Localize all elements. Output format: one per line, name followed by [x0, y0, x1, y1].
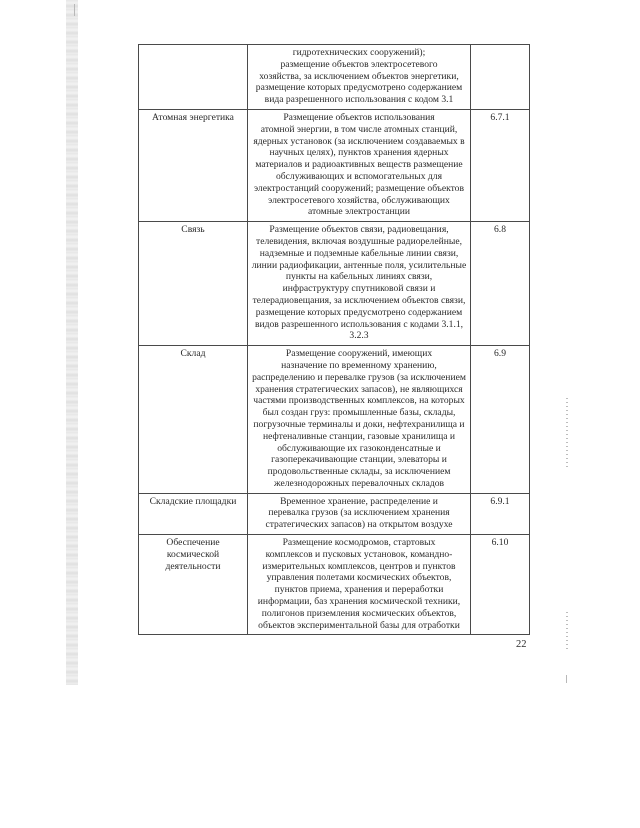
use-type-description: [248, 346, 471, 494]
use-type-description-text: Размещение сооружений, имеющих назначение по временному хранению, распределению и перевалке грузов (за исключением хранения стратегических запасов), не являющихся частями производственных комплексов, на которых был создан груз: промышленные базы, склады, погрузочные терминалы и доки, нефтехранилища и нефтеналивные станции, газовые хранилища и обслуживающие их газоконденсатные и газоперекачивающие станции, элеваторы и продовольственные склады, за исключением железнодорожных перевалочных складов: [252, 348, 466, 489]
use-type-code: [471, 346, 530, 494]
use-type-code: [471, 45, 530, 110]
use-type-name: [139, 222, 248, 346]
use-type-description: [248, 535, 471, 635]
scan-mark: [74, 4, 75, 16]
margin-dots: [566, 612, 568, 652]
use-type-name: [139, 109, 248, 221]
use-type-description-text: Размещение космодромов, стартовых комплексов и пусковых установок, командно- измерительных комплексов, центров и пунктов управления полетами космических объектов, пунктов приема, хранения и переработки информации, баз хранения космической техники, полигонов приземления космических объектов, объектов экспериментальной базы для отработки: [257, 537, 461, 631]
use-type-name-text: Склад: [180, 348, 206, 360]
use-type-code: [471, 109, 530, 221]
use-type-name: [139, 535, 248, 635]
use-type-code-text: 6.7.1: [490, 111, 510, 123]
use-type-code: [471, 535, 530, 635]
use-type-description: [248, 493, 471, 534]
use-type-description-text: Размещение объектов использования атомной энергии, в том числе атомных станций, ядерных установок (за исключением создаваемых в научных целях), пунктов хранения ядерных материалов и радиоактивных веществ размещение обслуживающих и вспомогательных для электростанций сооружений; размещение объектов электросетевого хозяйства, обслуживающих атомные электростанции: [253, 111, 465, 218]
table-row: [139, 45, 530, 110]
use-type-name-text: Складские площадки: [149, 495, 237, 507]
land-use-table: [138, 44, 530, 635]
use-type-code-text: 6.10: [491, 537, 509, 549]
scan-mark: [566, 675, 567, 683]
use-type-name: [139, 346, 248, 494]
use-type-code-text: 6.9.1: [490, 495, 510, 507]
use-type-description: [248, 109, 471, 221]
table-row: [139, 346, 530, 494]
use-type-code: [471, 222, 530, 346]
use-type-name-text: Атомная энергетика: [152, 111, 234, 123]
use-type-name: [139, 493, 248, 534]
use-type-description-text: Временное хранение, распределение и перевалка грузов (за исключением хранения стратегических запасов) на открытом воздухе: [265, 495, 453, 531]
use-type-code-text: 6.9: [494, 348, 506, 360]
use-type-name-text: Связь: [181, 224, 205, 236]
table-row: [139, 222, 530, 346]
use-type-description: [248, 222, 471, 346]
use-type-description-text: гидротехнических сооружений); размещение объектов электросетевого хозяйства, за исключением объектов энергетики, размещение которых предусмотрено содержанием вида разрешенного использования с кодом 3.1: [255, 47, 463, 106]
use-type-name-text: Обеспечение космической деятельности: [165, 537, 221, 572]
scan-edge-strip: [66, 0, 78, 685]
page-number: 22: [516, 639, 527, 650]
margin-dots: [566, 398, 568, 468]
use-type-code: [471, 493, 530, 534]
table-row: [139, 109, 530, 221]
use-type-description-text: Размещение объектов связи, радиовещания, телевидения, включая воздушные радиорелейные, надземные и подземные кабельные линии связи, линии радиофикации, антенные поля, усилительные пункты на кабельных линиях связи, инфраструктуру спутниковой связи и телерадиовещания, за исключением объектов связи, размещение которых предусмотрено содержанием видов разрешенного использования с кодами 3.1.1, 3.2.3: [251, 224, 467, 342]
use-type-code-text: 6.8: [494, 224, 506, 236]
table-row: [139, 493, 530, 534]
table-row: [139, 535, 530, 635]
use-type-name: [139, 45, 248, 110]
use-type-description: [248, 45, 471, 110]
